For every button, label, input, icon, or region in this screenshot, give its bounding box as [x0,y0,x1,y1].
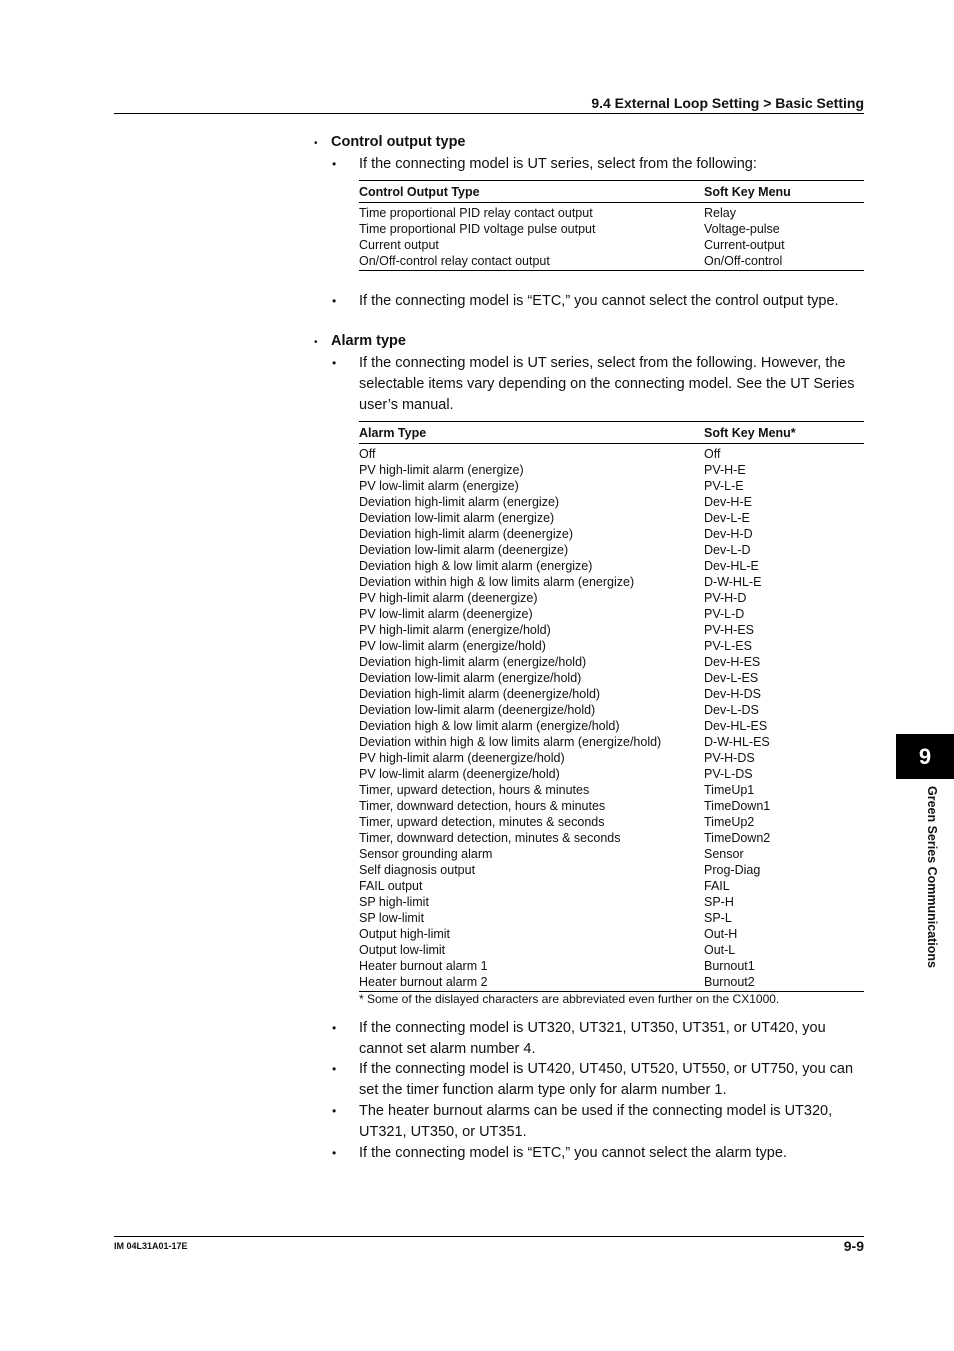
page-number: 9-9 [843,1238,864,1254]
type-cell: Deviation high-limit alarm (energize) [359,495,560,509]
table-row [359,542,864,558]
type-cell: PV low-limit alarm (energize) [359,479,519,493]
table-row [359,574,864,590]
alarm-intro: If the connecting model is UT series, select from the following. However, the selectable items vary depending on the connecting model. See the UT Series user’s manual. [359,355,855,413]
soft-key-cell: PV-H-ES [704,623,755,637]
table-row [359,750,864,766]
type-cell: On/Off-control relay contact output [359,253,704,271]
table-row [359,526,864,542]
table-row [359,926,864,942]
chapter-label: Green Series Communications [925,786,939,969]
soft-key-cell: PV-H-D [704,591,747,605]
alarm-table [359,421,864,992]
control-output-note: If the connecting model is “ETC,” you cannot select the control output type. [359,293,839,309]
table-row [359,718,864,734]
type-cell: Deviation low-limit alarm (deenergize/hold) [359,703,596,717]
table-row [359,846,864,862]
soft-key-cell: Sensor [704,847,744,861]
alarm-title: Alarm type [331,333,406,349]
table-header: Soft Key Menu* [704,422,864,444]
section-bullet: • [314,337,318,348]
type-cell: Deviation low-limit alarm (energize/hold) [359,671,582,685]
type-cell: PV high-limit alarm (energize) [359,463,524,477]
table-row [359,237,864,253]
running-header: 9.4 External Loop Setting > Basic Setting [591,95,864,111]
type-cell: Current output [359,238,439,252]
table-row [359,622,864,638]
table-row [359,444,864,463]
item-bullet: • [332,157,337,171]
control-output-title: Control output type [331,134,466,150]
table-row [359,958,864,974]
soft-key-cell: TimeDown2 [704,831,771,845]
table-row [359,782,864,798]
type-cell: Timer, upward detection, minutes & seconds [359,815,605,829]
table-row [359,221,864,237]
type-cell: Self diagnosis output [359,863,476,877]
soft-key-cell: On/Off-control [704,253,864,271]
header-rule [114,113,864,114]
chapter-tab: 9 [896,734,954,779]
type-cell: Deviation high-limit alarm (deenergize) [359,527,573,541]
type-cell: Output low-limit [359,943,446,957]
type-cell: Deviation high & low limit alarm (energize/hold) [359,719,620,733]
item-bullet: • [332,1146,337,1160]
soft-key-cell: TimeDown1 [704,799,771,813]
type-cell: FAIL output [359,879,423,893]
table-row [359,878,864,894]
type-cell: Time proportional PID voltage pulse output [359,222,596,236]
alarm-note: The heater burnout alarms can be used if the connecting model is UT320, UT321, UT350, or UT351. [359,1103,833,1140]
item-bullet: • [332,294,337,308]
table-row [359,798,864,814]
soft-key-cell: Dev-L-DS [704,703,759,717]
alarm-note: If the connecting model is UT320, UT321, UT350, UT351, or UT420, you cannot set alarm number 4. [359,1020,826,1057]
item-bullet: • [332,1062,337,1076]
soft-key-cell: Current-output [704,238,785,252]
table-row [359,686,864,702]
table-row [359,478,864,494]
soft-key-cell: Off [704,447,721,461]
table-header: Control Output Type [359,181,704,203]
table-row [359,942,864,958]
table-row [359,702,864,718]
footer-rule [114,1236,864,1237]
table-row [359,494,864,510]
soft-key-cell: FAIL [704,879,730,893]
type-cell: Timer, downward detection, hours & minutes [359,799,606,813]
table-row [359,766,864,782]
type-cell: Heater burnout alarm 2 [359,974,704,992]
soft-key-cell: Dev-L-ES [704,671,759,685]
type-cell: Deviation within high & low limits alarm (energize) [359,575,635,589]
type-cell: Output high-limit [359,927,451,941]
soft-key-cell: Prog-Diag [704,863,761,877]
table-row [359,910,864,926]
table-row [359,862,864,878]
type-cell: Deviation low-limit alarm (energize) [359,511,555,525]
soft-key-cell: Out-H [704,927,738,941]
table-row [359,462,864,478]
soft-key-cell: Voltage-pulse [704,222,780,236]
soft-key-cell: PV-L-DS [704,767,753,781]
type-cell: Off [359,447,376,461]
soft-key-cell: Dev-HL-E [704,559,759,573]
soft-key-cell: D-W-HL-E [704,575,762,589]
control-output-table [359,180,864,271]
alarm-note: If the connecting model is UT420, UT450, UT520, UT550, or UT750, you can set the timer function alarm type only for alarm number 1. [359,1061,854,1098]
type-cell: Time proportional PID relay contact output [359,206,593,220]
type-cell: PV high-limit alarm (deenergize/hold) [359,751,565,765]
control-output-intro: If the connecting model is UT series, select from the following: [359,156,757,172]
item-bullet: • [332,356,337,370]
table-row [359,558,864,574]
soft-key-cell: PV-H-E [704,463,746,477]
type-cell: PV high-limit alarm (deenergize) [359,591,538,605]
table-row [359,203,864,222]
type-cell: Heater burnout alarm 1 [359,959,488,973]
soft-key-cell: PV-L-E [704,479,744,493]
soft-key-cell: Dev-L-E [704,511,750,525]
soft-key-cell: PV-H-DS [704,751,755,765]
soft-key-cell: SP-L [704,911,732,925]
type-cell: Sensor grounding alarm [359,847,493,861]
soft-key-cell: Out-L [704,943,736,957]
soft-key-cell: Dev-H-ES [704,655,761,669]
type-cell: PV high-limit alarm (energize/hold) [359,623,551,637]
soft-key-cell: Relay [704,206,736,220]
type-cell: Deviation high-limit alarm (deenergize/hold) [359,687,601,701]
soft-key-cell: TimeUp2 [704,815,755,829]
type-cell: Deviation high-limit alarm (energize/hold) [359,655,587,669]
type-cell: SP high-limit [359,895,429,909]
soft-key-cell: Dev-H-DS [704,687,761,701]
item-bullet: • [332,1021,337,1035]
table-row [359,670,864,686]
section-bullet: • [314,138,318,149]
type-cell: PV low-limit alarm (energize/hold) [359,639,546,653]
table-row [359,510,864,526]
soft-key-cell: Dev-L-D [704,543,751,557]
soft-key-cell: TimeUp1 [704,783,755,797]
soft-key-cell: Burnout1 [704,959,755,973]
table-row [359,654,864,670]
table-row [359,974,864,992]
soft-key-cell: Dev-H-E [704,495,752,509]
type-cell: Deviation low-limit alarm (deenergize) [359,543,569,557]
soft-key-cell: SP-H [704,895,734,909]
type-cell: Deviation high & low limit alarm (energize) [359,559,593,573]
type-cell: SP low-limit [359,911,425,925]
table-row [359,606,864,622]
table-row [359,253,864,271]
soft-key-cell: Dev-HL-ES [704,719,768,733]
alarm-note: If the connecting model is “ETC,” you cannot select the alarm type. [359,1145,787,1161]
table-row [359,830,864,846]
table-row [359,734,864,750]
table-header: Alarm Type [359,422,704,444]
soft-key-cell: Burnout2 [704,974,864,992]
table-row [359,638,864,654]
alarm-footnote: * Some of the dislayed characters are abbreviated even further on the CX1000. [359,992,780,1006]
type-cell: Deviation within high & low limits alarm (energize/hold) [359,735,662,749]
table-header: Soft Key Menu [704,181,864,203]
soft-key-cell: D-W-HL-ES [704,735,770,749]
type-cell: PV low-limit alarm (deenergize/hold) [359,767,560,781]
table-row [359,894,864,910]
type-cell: Timer, upward detection, hours & minutes [359,783,590,797]
type-cell: PV low-limit alarm (deenergize) [359,607,533,621]
item-bullet: • [332,1104,337,1118]
soft-key-cell: PV-L-D [704,607,745,621]
table-row [359,590,864,606]
table-row [359,814,864,830]
type-cell: Timer, downward detection, minutes & seconds [359,831,621,845]
soft-key-cell: Dev-H-D [704,527,753,541]
document-id: IM 04L31A01-17E [114,1241,188,1251]
soft-key-cell: PV-L-ES [704,639,752,653]
